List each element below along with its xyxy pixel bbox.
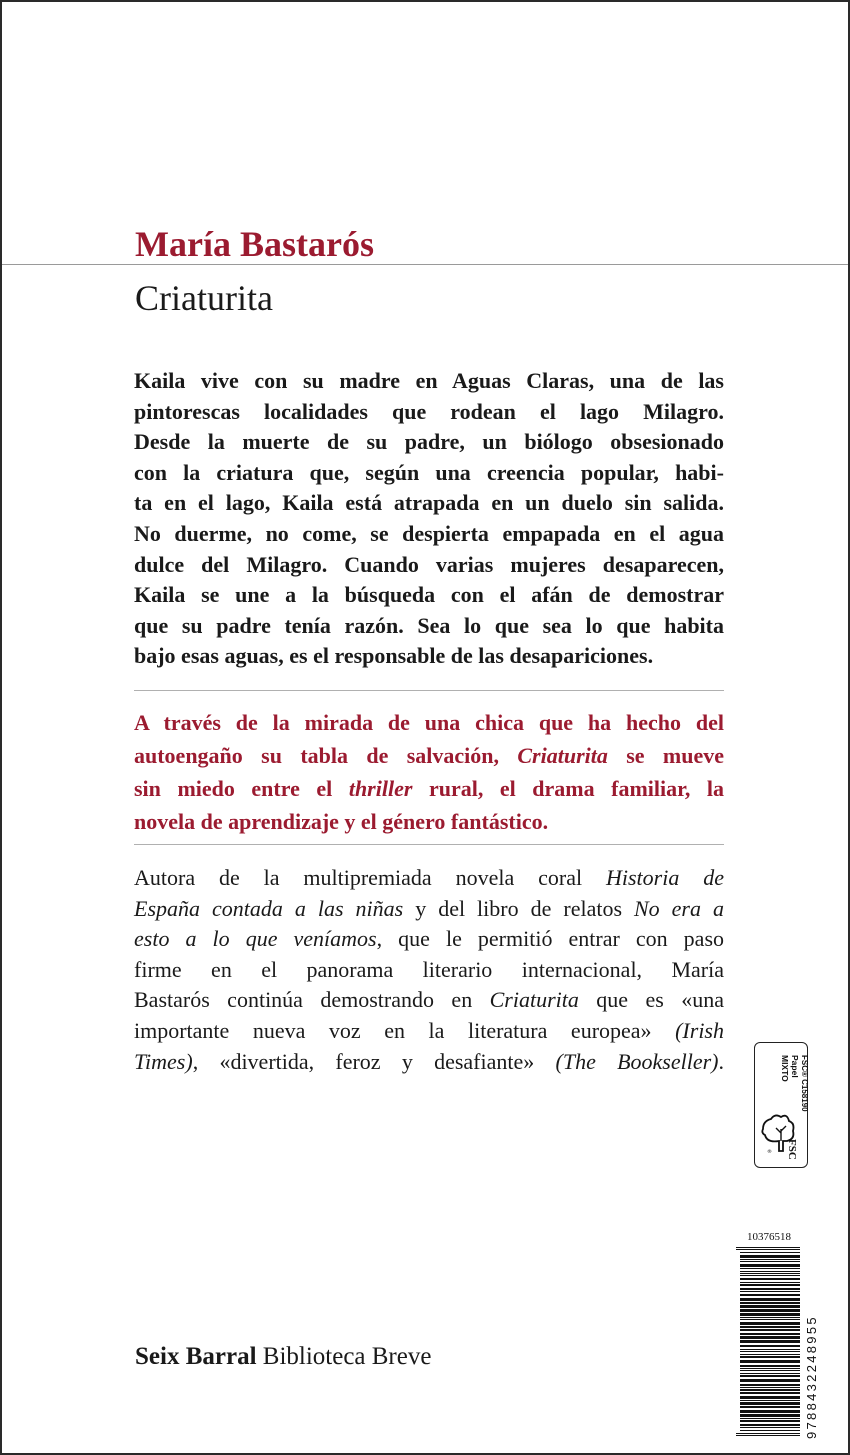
synopsis-line: Kaila vive con su madre en Aguas Claras, una de las [134,368,724,393]
internal-product-code: 10376518 [747,1231,791,1243]
highlight-line [134,706,724,739]
barcode-bar [740,1273,800,1274]
highlight-text: sin miedo entre el [134,776,349,801]
bio-line [134,1016,724,1047]
barcode-bar [740,1291,800,1292]
barcode-bar [740,1340,800,1343]
barcode-bar [740,1271,800,1272]
fsc-code-text: FSC® C158190 [800,1055,809,1112]
bio-text: y del libro de relatos [403,895,634,921]
bio-line [134,985,724,1016]
barcode-bar [740,1255,800,1258]
bio-text: , que le permitió entrar con paso [376,926,725,952]
fsc-logo-text: FSC [786,1139,798,1160]
author-name: María Bastarós [135,224,374,264]
author-bio [134,863,724,1077]
barcode-bar [740,1319,800,1320]
highlight-blurb [134,706,724,838]
fsc-papel-text: Papel [790,1055,800,1078]
barcode-bar [740,1284,800,1286]
barcode-bar [740,1252,800,1253]
section-divider [134,844,724,845]
svg-text:®: ® [767,1149,772,1155]
barcode-bar [740,1360,800,1363]
barcode-bar [740,1368,800,1369]
barcode-bar [740,1424,800,1426]
barcode-bar [740,1317,800,1318]
barcode-bars [736,1247,800,1436]
bio-italic: España contada a las niñas [134,895,404,921]
highlight-text: se mueve [607,743,724,768]
bio-text: que es «una [578,987,724,1013]
barcode-bar [740,1420,800,1422]
bio-italic: (Irish [675,1017,724,1043]
barcode-bar [740,1313,800,1316]
bio-line [134,955,724,986]
barcode-bar [740,1294,800,1296]
barcode-bar [740,1375,800,1377]
bio-line [134,924,724,955]
bio-line [134,863,724,894]
isbn-barcode [736,1245,818,1441]
barcode-bar [740,1387,800,1388]
barcode-bar [740,1414,800,1417]
bio-text: firme en el panorama literario internacional, María [134,956,724,982]
barcode-bar [740,1354,800,1355]
publisher-brand: Seix Barral [135,1343,257,1370]
synopsis-line: con la criatura que, según una creencia popular, habi- [134,459,724,485]
highlight-text: rural, el drama familiar, la [412,776,724,801]
fsc-label-graphic [755,1043,809,1166]
barcode-bar [736,1249,800,1250]
bio-line [134,894,724,925]
isbn-digits: 9788432248955 [804,1315,819,1439]
bio-italic: Historia de [605,865,724,890]
barcode-bar [740,1427,800,1428]
barcode-bar [740,1309,800,1312]
highlight-line [134,805,724,838]
synopsis-line: que su padre tenía razón. Sea lo que sea lo que habita [134,612,724,638]
bio-italic: Times) [134,1048,193,1074]
barcode-bar [740,1261,800,1262]
barcode-bar [740,1400,800,1401]
book-title: Criaturita [135,278,273,318]
fsc-mixto-text: MIXTO [780,1055,790,1082]
barcode-bar [736,1247,800,1248]
barcode-bar [740,1370,800,1371]
highlight-italic-genre: thriller [348,776,413,801]
barcode-bar [740,1351,800,1352]
barcode-bar [740,1326,800,1328]
barcode-bar [740,1278,800,1280]
bio-italic: (The Bookseller) [555,1048,719,1074]
barcode-bar [740,1259,800,1260]
synopsis-line: ta en el lago, Kaila está atrapada en un duelo sin salida. [134,490,724,516]
synopsis-line: pintorescas localidades que rodean el lago Milagro. [134,398,724,424]
barcode-bar [740,1396,800,1399]
barcode-bar [740,1384,800,1386]
barcode-bar [740,1298,800,1301]
synopsis-line: Kaila se une a la búsqueda con el afán de demostrar [134,582,724,608]
synopsis [134,366,724,672]
barcode-bar [740,1379,800,1382]
barcode-bar [740,1268,800,1269]
fsc-certification-label [754,1042,808,1168]
barcode-bar [740,1410,800,1413]
highlight-line [134,772,724,805]
highlight-text: A través de la mirada de una chica que ha hecho del [134,710,724,735]
barcode-bar [740,1345,800,1347]
barcode-bar [740,1418,800,1419]
barcode-bar [736,1433,800,1434]
bio-text: . [718,1048,725,1074]
barcode-bar [740,1333,800,1335]
barcode-bar [740,1389,800,1391]
bio-text: Autora de la multipremiada novela coral [134,865,606,890]
bio-text: , «divertida, feroz y desafiante» [192,1048,556,1074]
barcode-bar [740,1349,800,1350]
bio-text: Bastarós continúa demostrando en [134,987,490,1013]
publisher-imprint [135,1342,431,1372]
bio-line [134,1047,724,1078]
bio-italic: Criaturita [489,987,579,1013]
barcode-bar [740,1430,800,1431]
top-horizontal-rule [2,264,848,265]
barcode-bar [740,1406,800,1408]
barcode-graphic [736,1245,818,1441]
publisher-collection: Biblioteca Breve [256,1343,432,1370]
synopsis-line: bajo esas aguas, es el responsable de las desapariciones. [134,643,654,669]
barcode-bar [740,1392,800,1394]
highlight-text: autoengaño su tabla de salvación, [134,743,518,768]
barcode-bar [740,1282,800,1283]
barcode-bar [740,1356,800,1358]
barcode-bar [740,1365,800,1367]
barcode-bar [740,1288,800,1290]
bio-italic: No era a [634,895,724,921]
synopsis-line: No duerme, no come, se despierta empapada en el agua [134,520,724,546]
barcode-bar [740,1305,800,1308]
barcode-bar [740,1402,800,1405]
barcode-bar [740,1264,800,1267]
barcode-bar [736,1435,800,1436]
bio-italic: esto a lo que veníamos [134,926,377,952]
barcode-bar [740,1322,800,1325]
highlight-text: novela de aprendizaje y el género fantástico. [134,809,549,834]
highlight-italic-title: Criaturita [517,743,608,768]
barcode-bar [740,1336,800,1339]
highlight-line [134,739,724,772]
synopsis-line: Desde la muerte de su padre, un biólogo obsesionado [134,429,724,455]
barcode-bar [740,1275,800,1276]
barcode-bar [740,1373,800,1374]
bio-text: importante nueva voz en la literatura europea» [134,1017,676,1043]
section-divider [134,690,724,691]
barcode-bar [740,1329,800,1331]
barcode-bar [740,1302,800,1304]
synopsis-line: dulce del Milagro. Cuando varias mujeres desaparecen, [134,551,724,577]
